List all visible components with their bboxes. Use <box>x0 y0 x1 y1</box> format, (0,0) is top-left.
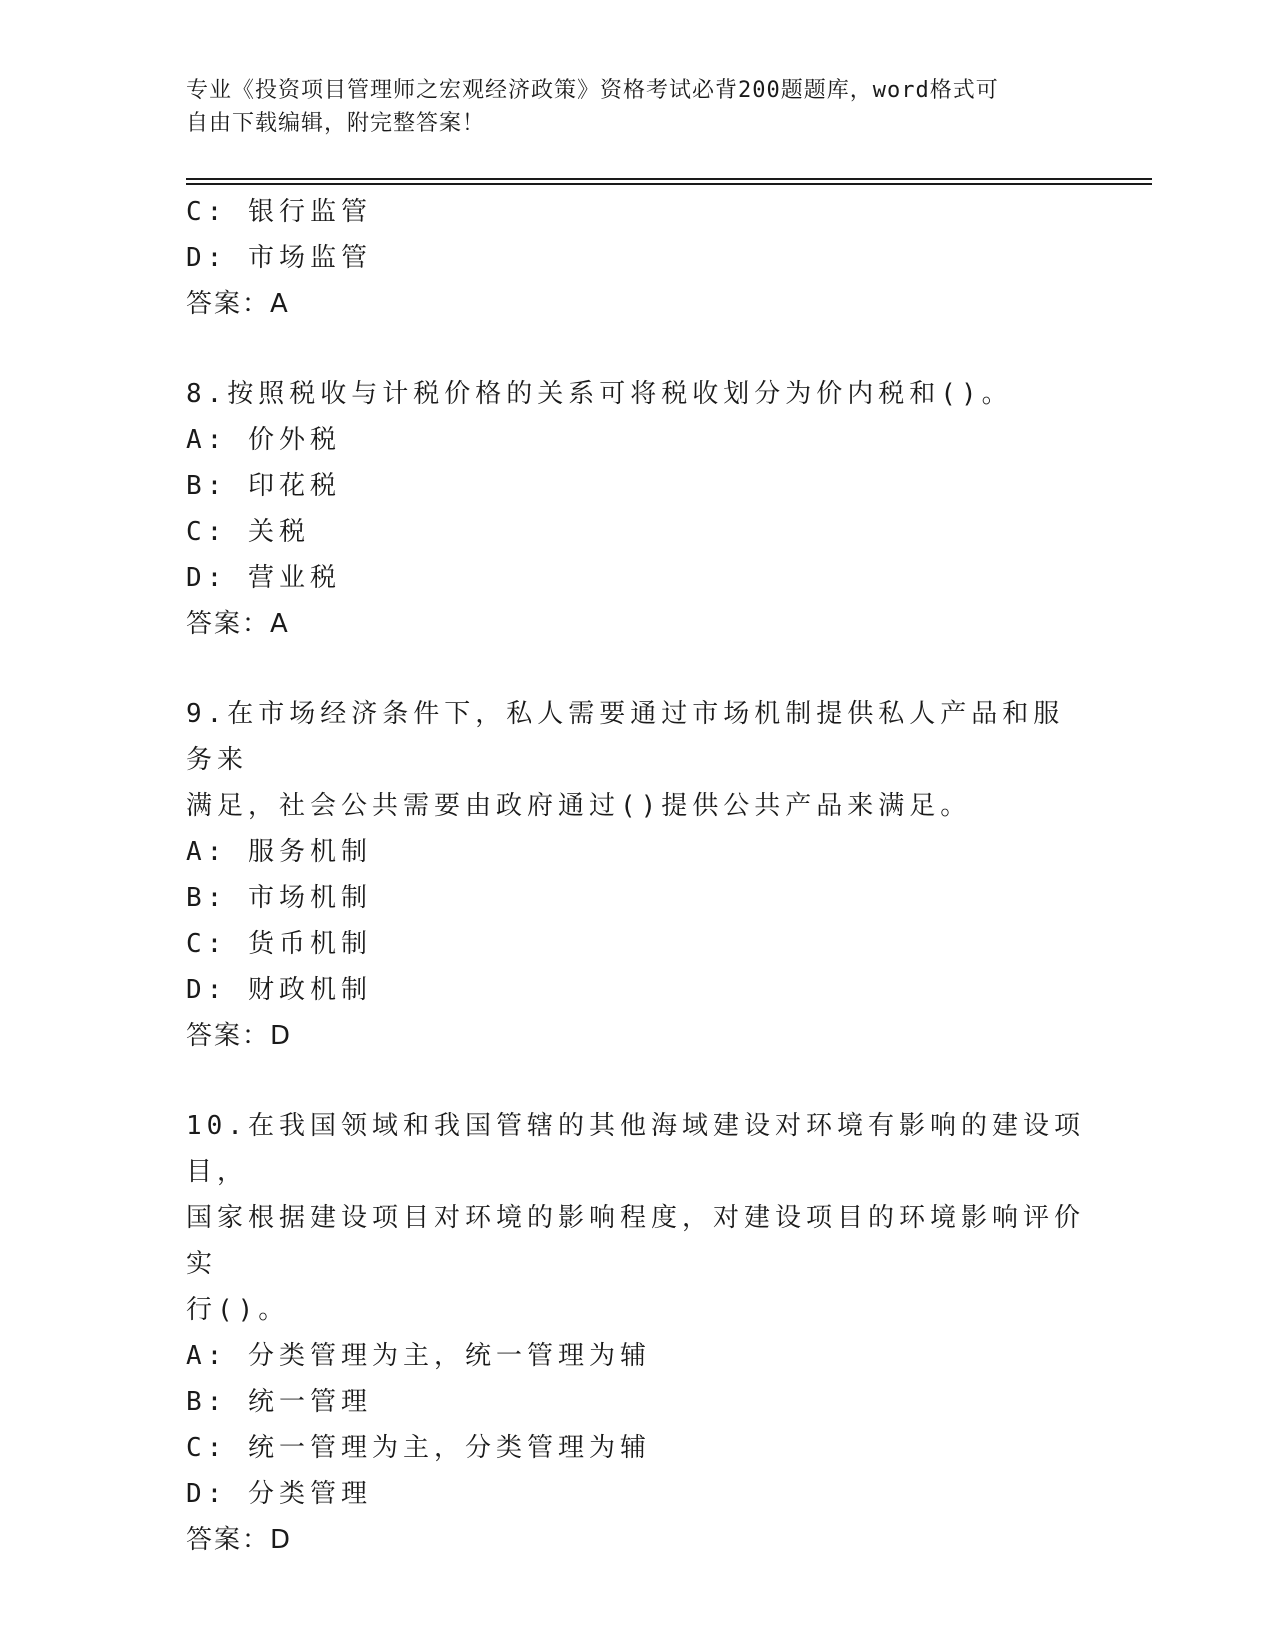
option-line <box>186 829 1086 875</box>
option-text: 市场监管 <box>247 243 372 273</box>
option-text: 分类管理 <box>247 1479 372 1509</box>
question-text <box>186 1103 1086 1333</box>
option-text: 价外税 <box>247 425 341 455</box>
question-text-line: 满足，社会公共需要由政府通过()提供公共产品来满足。 <box>186 791 972 821</box>
question-text-line: 9.在市场经济条件下，私人需要通过市场机制提供私人产品和服务来 <box>186 699 1065 775</box>
question-block <box>186 371 1086 647</box>
option-line <box>186 1471 1086 1517</box>
question-text-line: 国家根据建设项目对环境的影响程度，对建设项目的环境影响评价实 <box>186 1203 1086 1279</box>
previous-question <box>186 189 1086 327</box>
question-text <box>186 691 1086 829</box>
option-line <box>186 555 1086 601</box>
option-text: 营业税 <box>247 563 341 593</box>
document-header <box>186 74 1066 140</box>
option-letter: B: <box>186 1387 228 1417</box>
option-letter: A: <box>186 837 228 867</box>
option-line <box>186 921 1086 967</box>
question-block <box>186 691 1086 1059</box>
header-divider-bottom <box>186 183 1152 185</box>
question-text-line: 行()。 <box>186 1295 290 1325</box>
option-line <box>186 1379 1086 1425</box>
option-line <box>186 875 1086 921</box>
question-text-line: 10.在我国领域和我国管辖的其他海域建设对环境有影响的建设项目， <box>186 1111 1085 1187</box>
option-letter: C: <box>186 1433 228 1463</box>
option-letter: B: <box>186 883 228 913</box>
header-line-2: 自由下载编辑，附完整答案！ <box>186 111 486 136</box>
option-line <box>186 1425 1086 1471</box>
option-text: 市场机制 <box>247 883 372 913</box>
answer-line: 答案：A <box>186 289 290 319</box>
header-line-1: 专业《投资项目管理师之宏观经济政策》资格考试必背200题题库，word格式可 <box>186 78 999 103</box>
option-letter: D: <box>186 563 228 593</box>
option-text: 货币机制 <box>247 929 372 959</box>
option-letter: A: <box>186 425 228 455</box>
question-text <box>186 371 1086 417</box>
option-line <box>186 509 1086 555</box>
option-letter: D: <box>186 243 228 273</box>
option-text: 分类管理为主，统一管理为辅 <box>247 1341 651 1371</box>
option-letter: C: <box>186 517 228 547</box>
option-text: 银行监管 <box>247 197 372 227</box>
option-line <box>186 235 1086 281</box>
answer-line: 答案：D <box>186 1525 293 1555</box>
option-letter: D: <box>186 975 228 1005</box>
option-letter: C: <box>186 197 228 227</box>
option-line <box>186 189 1086 235</box>
option-text: 印花税 <box>247 471 341 501</box>
option-line <box>186 1333 1086 1379</box>
option-letter: C: <box>186 929 228 959</box>
option-line <box>186 417 1086 463</box>
answer-line: 答案：A <box>186 609 290 639</box>
question-block <box>186 1103 1086 1563</box>
answer-line: 答案：D <box>186 1021 293 1051</box>
option-text: 服务机制 <box>247 837 372 867</box>
option-text: 关税 <box>247 517 310 547</box>
option-letter: B: <box>186 471 228 501</box>
option-line <box>186 463 1086 509</box>
option-text: 财政机制 <box>247 975 372 1005</box>
option-text: 统一管理 <box>247 1387 372 1417</box>
question-text-line: 8.按照税收与计税价格的关系可将税收划分为价内税和()。 <box>186 379 1013 409</box>
option-letter: A: <box>186 1341 228 1371</box>
option-line <box>186 967 1086 1013</box>
option-letter: D: <box>186 1479 228 1509</box>
question-content <box>186 189 1086 1563</box>
option-text: 统一管理为主，分类管理为辅 <box>247 1433 651 1463</box>
header-divider-top <box>186 178 1152 180</box>
